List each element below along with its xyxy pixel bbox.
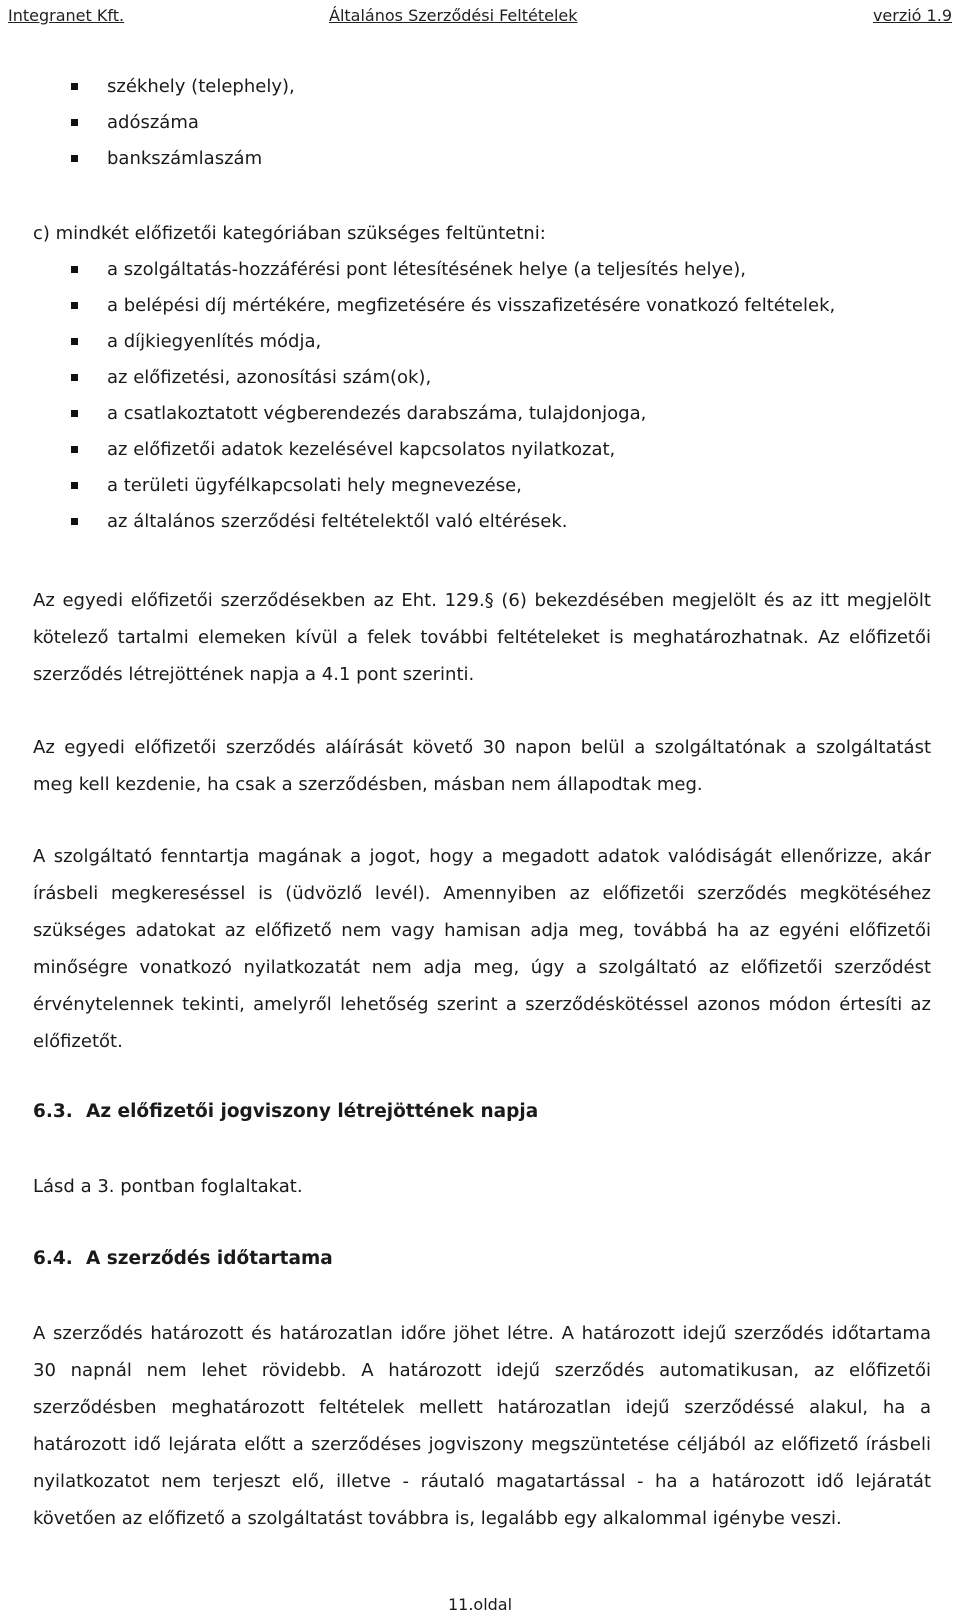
list-item: a belépési díj mértékére, megfizetésére és visszafizetésére vonatkozó feltételek, <box>33 288 835 324</box>
list-item: a szolgáltatás-hozzáférési pont létesítésének helye (a teljesítés helye), <box>33 252 835 288</box>
section-c-list <box>33 252 835 540</box>
section-number: 6.3. <box>33 1101 73 1122</box>
header-document-title: Általános Szerződési Feltételek <box>329 6 578 25</box>
document-body <box>33 0 931 1590</box>
list-item: adószáma <box>33 105 295 141</box>
list-item: a területi ügyfélkapcsolati hely megnevezése, <box>33 468 835 504</box>
page-number: 11.oldal <box>447 1595 513 1614</box>
list-item: az általános szerződési feltételektől való eltérések. <box>33 504 835 540</box>
list-item: székhely (telephely), <box>33 69 295 105</box>
header-company: Integranet Kft. <box>8 6 125 25</box>
paragraph: A szerződés határozott és határozatlan időre jöhet létre. A határozott idejű szerződés időtartama 30 napnál nem lehet rövidebb. A határozott idejű szerződés automatikusan, az előfizetői szerződésben meghatározott feltételek mellett határozatlan idejű szerződéssé alakul, ha a határozott idő lejárata előtt a szerződéses jogviszony megszüntetése céljából az előfizető írásbeli nyilatkozatot nem terjeszt elő, illetve - ráutaló magatartással - ha a határozott idő lejáratát követően az előfizető a szolgáltatást továbbra is, legalább egy alkalommal igénybe veszi. <box>33 1323 931 1529</box>
list-item: a csatlakoztatott végberendezés darabszáma, tulajdonjoga, <box>33 396 835 432</box>
list-item: az előfizetői adatok kezelésével kapcsolatos nyilatkozat, <box>33 432 835 468</box>
section-c-lead: c) mindkét előfizetői kategóriában szükséges feltüntetni: <box>33 223 546 244</box>
header-version: verzió 1.9 <box>872 6 952 25</box>
section-title: A szerződés időtartama <box>86 1248 333 1269</box>
list-item: bankszámlaszám <box>33 141 295 177</box>
contact-list <box>33 69 295 177</box>
paragraph: Az egyedi előfizetői szerződés aláírását követő 30 napon belül a szolgáltatónak a szolgáltatást meg kell kezdenie, ha csak a szerződésben, másban nem állapodtak meg. <box>33 737 931 795</box>
list-item: az előfizetési, azonosítási szám(ok), <box>33 360 835 396</box>
list-item: a díjkiegyenlítés módja, <box>33 324 835 360</box>
section-title: Az előfizetői jogviszony létrejöttének napja <box>86 1101 539 1122</box>
section-text: Lásd a 3. pontban foglaltakat. <box>33 1176 303 1197</box>
section-number: 6.4. <box>33 1248 73 1269</box>
paragraph: A szolgáltató fenntartja magának a jogot, hogy a megadott adatok valódiságát ellenőrizze, akár írásbeli megkereséssel is (üdvözlő levél). Amennyiben az előfizetői szerződés megkötéséhez szükséges adatokat az előfizető nem vagy hamisan adja meg, továbbá ha az egyéni előfizetői minőségre vonatkozó nyilatkozatát nem adja meg, úgy a szolgáltató az előfizetői szerződést érvénytelennek tekinti, amelyről lehetőség szerint a szerződéskötéssel azonos módon értesíti az előfizetőt. <box>33 846 931 1052</box>
paragraph: Az egyedi előfizetői szerződésekben az Eht. 129.§ (6) bekezdésében megjelölt és az itt megjelölt kötelező tartalmi elemeken kívül a felek további feltételeket is meghatározhatnak. Az előfizetői szerződés létrejöttének napja a 4.1 pont szerinti. <box>33 590 931 685</box>
